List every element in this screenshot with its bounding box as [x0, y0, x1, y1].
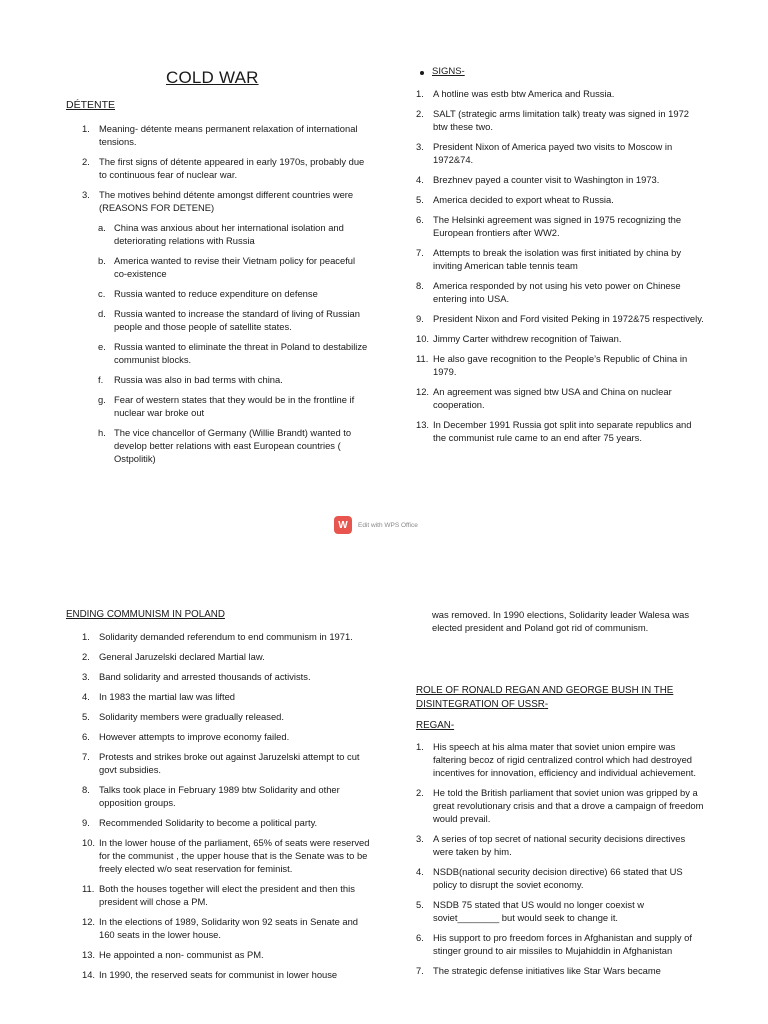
list-item-text: NSDB(national security decision directive) 66 stated that US policy to disrupt the soviet economy. — [433, 866, 683, 890]
list-item-number: b. — [98, 255, 106, 266]
list-item — [416, 246, 706, 272]
list-item-number: 10. — [82, 837, 96, 848]
list-item-text: The vice chancellor of Germany (Willie Brandt) wanted to develop better relations with east European countries ( Ostpolitik) — [114, 427, 352, 464]
reasons-list — [98, 221, 368, 465]
role-heading-suffix: - — [544, 699, 549, 710]
list-item-text: Solidarity demanded referendum to end communism in 1971. — [99, 631, 353, 642]
list-item-text: President Nixon of America payed two visits to Moscow in 1972&74. — [433, 141, 673, 165]
signs-heading: SIGNS- — [432, 66, 465, 77]
list-item — [416, 418, 706, 444]
list-item-number: 3. — [416, 833, 424, 844]
list-item-text: Talks took place in February 1989 btw Solidarity and other opposition groups. — [99, 784, 340, 808]
list-item-number: 11. — [416, 353, 429, 364]
list-item — [98, 373, 368, 386]
role-heading — [416, 684, 706, 712]
list-item-number: 7. — [416, 965, 424, 976]
list-item-number: 5. — [82, 711, 90, 722]
list-item-number: 9. — [416, 313, 424, 324]
list-item — [416, 931, 706, 957]
list-item — [98, 426, 368, 465]
list-item-text: He also gave recognition to the People’s Republic of China in 1979. — [433, 353, 688, 377]
regan-heading: REGAN- — [416, 720, 455, 731]
list-item-text: Russia was also in bad terms with china. — [114, 374, 283, 385]
list-item-text: His support to pro freedom forces in Afghanistan and supply of stinger ground to air missiles to Mujahiddin in Afghanistan — [433, 932, 693, 956]
list-item-text: Russia wanted to reduce expenditure on defense — [114, 288, 318, 299]
list-item-number: 6. — [416, 932, 424, 943]
bullet-icon — [420, 71, 424, 75]
list-item — [82, 915, 372, 941]
list-item — [416, 332, 706, 345]
list-item — [416, 173, 706, 186]
list-item-number: 11. — [82, 883, 95, 894]
list-item-number: a. — [98, 222, 106, 233]
list-item-number: 7. — [416, 247, 424, 258]
list-item-text: The Helsinki agreement was signed in 1975 recognizing the European frontiers after WW2. — [433, 214, 682, 238]
list-item-text: Russia wanted to increase the standard of living of Russian people and those people of satellite states. — [114, 308, 360, 332]
list-item — [82, 188, 372, 214]
list-item-number: 12. — [82, 916, 96, 927]
list-item-number: 3. — [82, 671, 90, 682]
list-item — [416, 87, 706, 100]
list-item-number: 4. — [416, 866, 424, 877]
list-item-number: 4. — [82, 691, 90, 702]
list-item-text: America responded by not using his veto power on Chinese entering into USA. — [433, 280, 681, 304]
list-item-text: SALT (strategic arms limitation talk) treaty was signed in 1972 btw these two. — [433, 108, 690, 132]
list-item — [82, 968, 372, 981]
list-item — [82, 783, 372, 809]
list-item — [82, 750, 372, 776]
detente-section — [82, 122, 372, 472]
list-item-text: Meaning- détente means permanent relaxation of international tensions. — [99, 123, 358, 147]
list-item-number: c. — [98, 288, 106, 299]
list-item — [416, 865, 706, 891]
list-item — [416, 213, 706, 239]
list-item-number: 12. — [416, 386, 430, 397]
list-item-text: America wanted to revise their Vietnam policy for peaceful co-existence — [114, 255, 356, 279]
list-item — [82, 122, 372, 148]
list-item — [416, 964, 706, 977]
list-item — [82, 155, 372, 181]
wps-logo-icon: W — [334, 516, 352, 534]
list-item-text: Fear of western states that they would be in the frontline if nuclear war broke out — [114, 394, 355, 418]
list-item — [416, 352, 706, 378]
list-item — [82, 836, 372, 875]
list-item-number: 5. — [416, 194, 424, 205]
list-item-text: In 1990, the reserved seats for communist in lower house — [99, 969, 338, 980]
list-item-number: 5. — [416, 899, 424, 910]
list-item-text: In the elections of 1989, Solidarity won 92 seats in Senate and 160 seats in the lower house. — [99, 916, 359, 940]
detente-heading: DÉTENTE — [66, 99, 116, 111]
list-item — [82, 690, 372, 703]
list-item-number: h. — [98, 427, 106, 438]
list-item-text: However attempts to improve economy failed. — [99, 731, 290, 742]
list-item-number: 3. — [82, 189, 90, 200]
list-item-number: 1. — [82, 631, 90, 642]
list-item — [98, 254, 368, 280]
list-item-text: Recommended Solidarity to become a political party. — [99, 817, 318, 828]
list-item — [82, 670, 372, 683]
list-item-text: Brezhnev payed a counter visit to Washington in 1973. — [433, 174, 660, 185]
list-item-number: 6. — [82, 731, 90, 742]
list-item-number: 8. — [416, 280, 424, 291]
list-item-text: General Jaruzelski declared Martial law. — [99, 651, 265, 662]
list-item-number: 14. — [82, 969, 96, 980]
list-item-number: 8. — [82, 784, 90, 795]
list-item-number: 13. — [416, 419, 430, 430]
list-item-number: 2. — [416, 787, 424, 798]
role-heading-text: ROLE OF RONALD REGAN AND GEORGE BUSH IN THE DISINTEGRATION OF USSR — [416, 685, 674, 710]
list-item-number: 6. — [416, 214, 424, 225]
list-item — [98, 287, 368, 300]
list-item-number: 13. — [82, 949, 96, 960]
list-item-number: 2. — [416, 108, 424, 119]
list-item-text: His speech at his alma mater that soviet union empire was faltering becoz of rigid centralized control which had destroyed incentives for innovation, efficiency and individual achievement. — [433, 741, 697, 778]
list-item-text: China was anxious about her international isolation and deteriorating relations with Russia — [114, 222, 344, 246]
list-item — [82, 630, 372, 643]
list-item — [416, 140, 706, 166]
wps-watermark-text: Edit with WPS Office — [358, 521, 418, 529]
list-item-number: 2. — [82, 651, 90, 662]
list-item — [98, 393, 368, 419]
list-item-text: The first signs of détente appeared in early 1970s, probably due to continuous fear of nuclear war. — [99, 156, 365, 180]
poland-heading: ENDING COMMUNISM IN POLAND — [66, 609, 225, 620]
list-item-number: 4. — [416, 174, 424, 185]
list-item — [416, 786, 706, 825]
signs-section — [416, 87, 706, 451]
list-item — [416, 898, 706, 924]
list-item — [98, 307, 368, 333]
list-item — [416, 740, 706, 779]
list-item-text: Attempts to break the isolation was first initiated by china by inviting American table tennis team — [433, 247, 682, 271]
list-item-text: In December 1991 Russia got split into separate republics and the communist rule came to an end after 75 years. — [433, 419, 692, 443]
list-item — [416, 832, 706, 858]
list-item — [416, 312, 706, 325]
list-item — [416, 193, 706, 206]
list-item — [416, 279, 706, 305]
list-item — [416, 385, 706, 411]
list-item-text: An agreement was signed btw USA and China on nuclear cooperation. — [433, 386, 672, 410]
list-item — [82, 816, 372, 829]
list-item-text: Jimmy Carter withdrew recognition of Taiwan. — [433, 333, 622, 344]
list-item-number: 1. — [416, 741, 424, 752]
list-item-text: Russia wanted to eliminate the threat in Poland to destabilize communist blocks. — [114, 341, 368, 365]
list-item-number: d. — [98, 308, 106, 319]
list-item-number: 1. — [82, 123, 90, 134]
poland-continued-text: was removed. In 1990 elections, Solidarity leader Walesa was elected president and Poland got rid of communism. — [432, 609, 690, 633]
list-item — [82, 948, 372, 961]
signs-list — [416, 87, 706, 444]
list-item-text: A hotline was estb btw America and Russia. — [433, 88, 615, 99]
list-item — [416, 107, 706, 133]
list-item-text: Protests and strikes broke out against Jaruzelski attempt to cut govt subsidies. — [99, 751, 360, 775]
list-item-number: f. — [98, 374, 104, 385]
list-item — [98, 340, 368, 366]
poland-section — [82, 630, 372, 988]
page-title: COLD WAR — [166, 68, 259, 87]
list-item-text: The strategic defense initiatives like Star Wars became — [433, 965, 661, 976]
list-item-text: The motives behind détente amongst different countries were (REASONS FOR DETENE) — [99, 189, 354, 213]
list-item-number: 7. — [82, 751, 90, 762]
list-item — [98, 221, 368, 247]
detente-list — [82, 122, 372, 214]
list-item-number: 2. — [82, 156, 90, 167]
list-item-text: In 1983 the martial law was lifted — [99, 691, 236, 702]
list-item-number: 1. — [416, 88, 424, 99]
list-item-text: Band solidarity and arrested thousands of activists. — [99, 671, 311, 682]
regan-list — [416, 740, 706, 977]
list-item-number: 9. — [82, 817, 90, 828]
list-item-text: Solidarity members were gradually released. — [99, 711, 284, 722]
list-item-text: He told the British parliament that soviet union was gripped by a great revolutionary crisis and that a drove a campaign of freedom would prevail. — [433, 787, 704, 824]
list-item — [82, 710, 372, 723]
list-item-text: A series of top secret of national security decisions directives were taken by him. — [433, 833, 686, 857]
list-item-number: e. — [98, 341, 106, 352]
list-item — [82, 730, 372, 743]
list-item-text: President Nixon and Ford visited Peking in 1972&75 respectively. — [433, 313, 704, 324]
list-item — [82, 882, 372, 908]
list-item-number: 10. — [416, 333, 430, 344]
list-item-number: g. — [98, 394, 106, 405]
list-item-text: America decided to export wheat to Russia. — [433, 194, 614, 205]
wps-watermark[interactable] — [334, 516, 418, 534]
list-item-text: NSDB 75 stated that US would no longer coexist w soviet________ but would seek to change it. — [433, 899, 645, 923]
list-item-text: In the lower house of the parliament, 65% of seats were reserved for the communist , the upper house that is the Senate was to be freely elected w/o seat reservation for feminist. — [99, 837, 370, 874]
regan-section — [416, 740, 706, 984]
list-item-text: He appointed a non- communist as PM. — [99, 949, 264, 960]
poland-list — [82, 630, 372, 981]
list-item-number: 3. — [416, 141, 424, 152]
list-item — [82, 650, 372, 663]
list-item-text: Both the houses together will elect the president and then this president will chose a PM. — [99, 883, 355, 907]
